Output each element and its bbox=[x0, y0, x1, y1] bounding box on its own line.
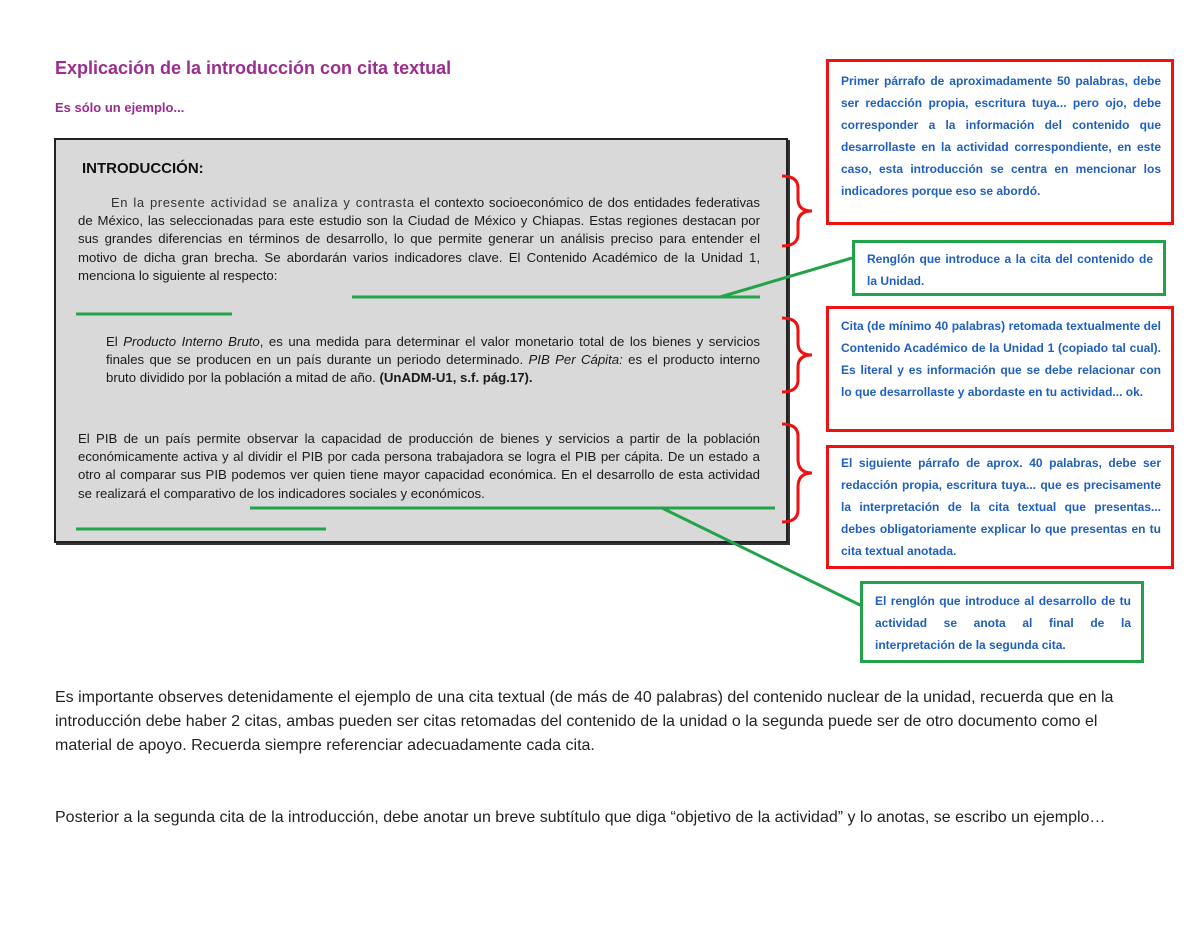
page-subtitle: Es sólo un ejemplo... bbox=[55, 100, 185, 115]
page-title: Explicación de la introducción con cita textual bbox=[55, 58, 452, 78]
example-paragraph-1-rest: el contexto socioeconómico de dos entidades federativas de México, las seleccionadas para este estudio son la Ciudad de México y Chiapas. Estas regiones destacan por sus grandes diferencias en términos de desarrollo, lo que permite generar un análisis preciso para entender el motivo de dicha gran brecha. Se abordarán varios indicadores clave. El Contenido Académico de la Unidad 1, menciona lo siguiente al respecto: bbox=[78, 195, 760, 283]
body-paragraph-2: Posterior a la segunda cita de la introducción, debe anotar un breve subtítulo que diga “objetivo de la actividad” y lo anotas, se escribo un ejemplo… bbox=[55, 809, 1106, 826]
quote-part-c: es el producto interno bruto dividido por la población a mitad de año. bbox=[106, 352, 760, 386]
callout-interpretation: El siguiente párrafo de aprox. 40 palabras, debe ser redacción propia, escritura tuya... que es precisamente la interpretación de la cita textual que presentas... debes obligatoriamente explicar lo que presentas en tu cita textual anotada. bbox=[826, 445, 1174, 569]
green-connector-1 bbox=[720, 258, 852, 297]
red-brace-1 bbox=[782, 176, 812, 246]
callout-development-line: El renglón que introduce al desarrollo de tu actividad se anota al final de la interpretación de la segunda cita. bbox=[860, 581, 1144, 663]
quote-part-a: El bbox=[106, 334, 124, 349]
callout-quote: Cita (de mínimo 40 palabras) retomada textualmente del Contenido Académico de la Unidad 1 (copiado tal cual). Es literal y es información que se debe relacionar con lo que desarrollaste y abordaste en tu actividad... ok. bbox=[826, 306, 1174, 432]
quote-reference: (UnADM-U1, s.f. pág.17). bbox=[379, 370, 533, 386]
example-paragraph-3: El PIB de un país permite observar la capacidad de producción de bienes y servicios a partir de la población económicamente activa y al dividir el PIB por cada persona trabajadora se logra el PIB per cápita. De un estado a otro al comparar sus PIB podemos ver quien tiene mayor capacidad económica. En el desarrollo de esta actividad se realizará el comparativo de los indicadores sociales y económicos. bbox=[78, 431, 760, 501]
quote-part-b: , es una medida para determinar el valor monetario total de los bienes y servicios finales que se producen en un país durante un periodo determinado. bbox=[106, 334, 761, 368]
quote-term-2: PIB Per Cápita: bbox=[528, 352, 623, 368]
example-paragraph-1-lead: En la presente actividad se analiza y contrasta bbox=[111, 195, 415, 210]
quote-term-1: Producto Interno Bruto bbox=[123, 334, 260, 349]
callout-first-paragraph: Primer párrafo de aproximadamente 50 palabras, debe ser redacción propia, escritura tuya... pero ojo, debe corresponder a la información del contenido que desarrollaste en la actividad correspondiente, en este caso, esta introducción se centra en mencionar los indicadores porque eso se abordó. bbox=[826, 59, 1174, 225]
callout-intro-line: Renglón que introduce a la cita del contenido de la Unidad. bbox=[852, 240, 1166, 296]
red-brace-2 bbox=[782, 318, 812, 392]
red-brace-3 bbox=[782, 424, 812, 522]
example-heading: INTRODUCCIÓN: bbox=[82, 160, 204, 177]
body-paragraph-1: Es importante observes detenidamente el ejemplo de una cita textual (de más de 40 palabras) del contenido nuclear de la unidad, recuerda que en la introducción debe haber 2 citas, ambas pueden ser citas retomadas del contenido de la unidad o la segunda puede ser de otro documento como el material de apoyo. Recuerda siempre referenciar adecuadamente cada cita. bbox=[55, 689, 1114, 754]
